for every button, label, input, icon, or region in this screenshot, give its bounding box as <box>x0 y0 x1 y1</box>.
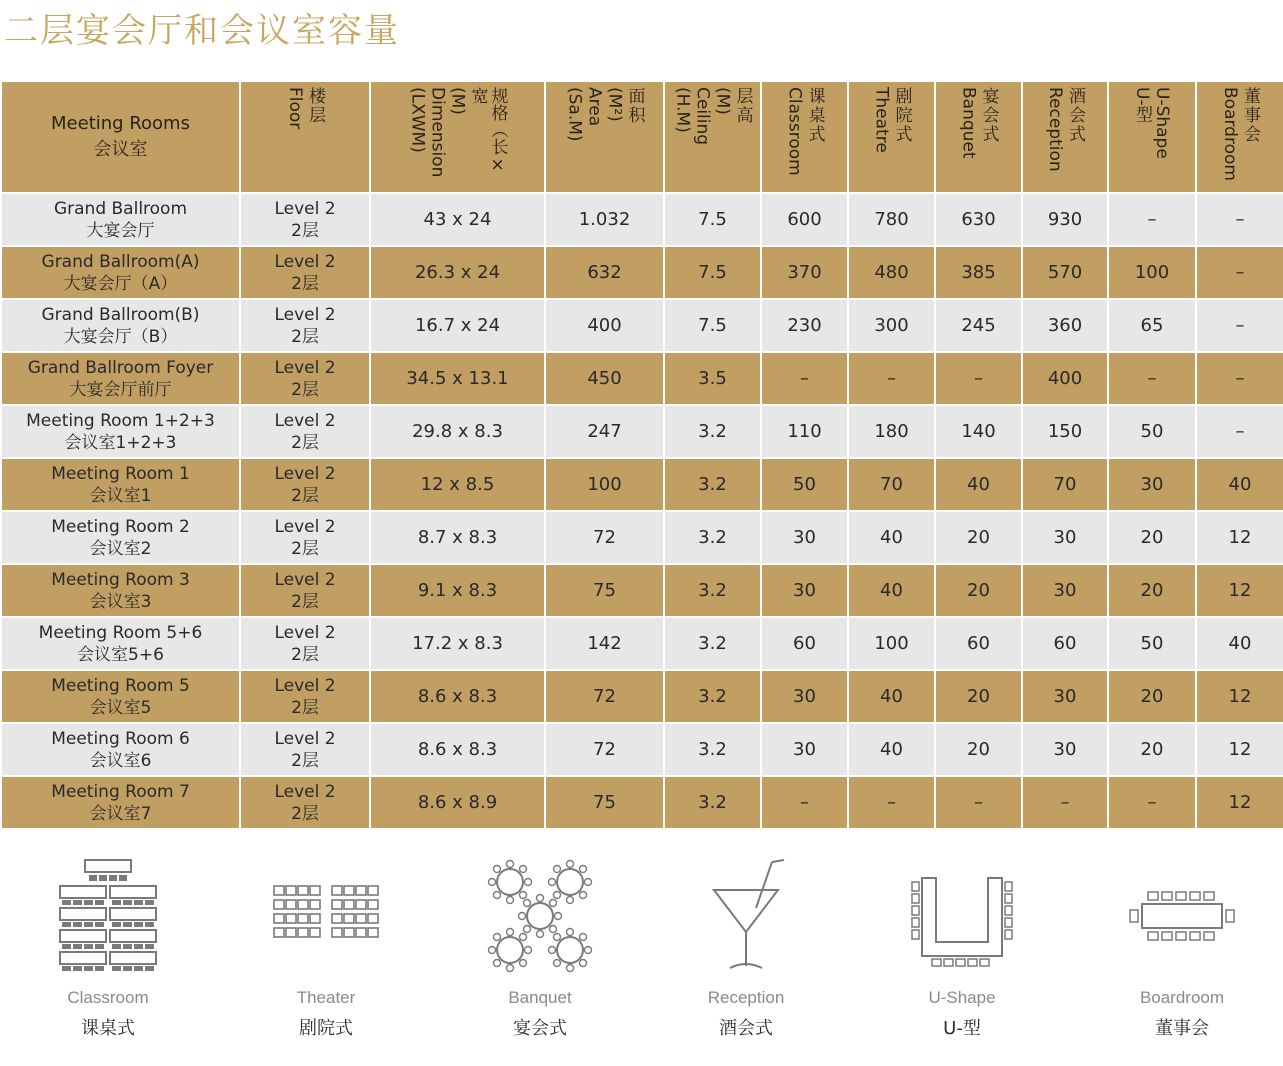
room-name-cn: 会议室1 <box>89 485 152 506</box>
banquet-cell: – <box>935 776 1022 829</box>
room-name-cell <box>1 776 240 829</box>
ushape-cell: 20 <box>1108 564 1196 617</box>
dimension-cell: 9.1 x 8.3 <box>370 564 545 617</box>
boardroom-cell: 12 <box>1196 670 1283 723</box>
banquet-cell: 20 <box>935 670 1022 723</box>
floor-en: Level 2 <box>274 198 336 219</box>
dimension-cell: 12 x 8.5 <box>370 458 545 511</box>
banquet-cell: 20 <box>935 511 1022 564</box>
floor-cell <box>240 564 370 617</box>
header-theatre-cn: 剧院式 <box>891 87 912 144</box>
header-ceiling-en: Ceiling (H.M) <box>672 87 713 146</box>
room-name-cell <box>1 511 240 564</box>
floor-en: Level 2 <box>274 569 336 590</box>
classroom-cell: 370 <box>761 246 848 299</box>
room-name-cell <box>1 564 240 617</box>
room-name-en: Meeting Room 7 <box>51 781 190 802</box>
boardroom-cell: – <box>1196 246 1283 299</box>
reception-cell: 60 <box>1022 617 1108 670</box>
floor-cn: 2层 <box>291 273 319 294</box>
floor-cn: 2层 <box>291 432 319 453</box>
banquet-cell: 385 <box>935 246 1022 299</box>
u-shape-icon <box>902 850 1022 980</box>
floor-cell <box>240 458 370 511</box>
table-row <box>1 405 1283 458</box>
dimension-cell: 16.7 x 24 <box>370 299 545 352</box>
floor-en: Level 2 <box>274 675 336 696</box>
boardroom-cell: 40 <box>1196 617 1283 670</box>
ceiling-cell: 7.5 <box>664 246 761 299</box>
ushape-cell: 100 <box>1108 246 1196 299</box>
layout-boardroom <box>1082 850 1282 1050</box>
ceiling-cell: 3.2 <box>664 617 761 670</box>
floor-en: Level 2 <box>274 304 336 325</box>
area-cell: 400 <box>545 299 664 352</box>
ceiling-cell: 7.5 <box>664 193 761 246</box>
layout-legend <box>0 850 1283 1050</box>
floor-cn: 2层 <box>291 803 319 824</box>
theatre-cell: 180 <box>848 405 935 458</box>
dimension-cell: 8.6 x 8.3 <box>370 723 545 776</box>
floor-en: Level 2 <box>274 410 336 431</box>
dimension-cell: 43 x 24 <box>370 193 545 246</box>
banquet-icon <box>480 850 600 980</box>
floor-cn: 2层 <box>291 326 319 347</box>
header-reception-cn: 酒会式 <box>1065 87 1085 144</box>
banquet-cell: 60 <box>935 617 1022 670</box>
room-name-cn: 会议室7 <box>89 803 152 824</box>
room-name-en: Meeting Room 3 <box>51 569 190 590</box>
header-classroom-en: Classroom <box>784 87 805 176</box>
header-ceiling-unit: (M) <box>712 87 733 115</box>
theatre-cell: 780 <box>848 193 935 246</box>
floor-cell <box>240 405 370 458</box>
reception-cell: 570 <box>1022 246 1108 299</box>
layout-reception <box>646 850 846 1050</box>
header-floor <box>240 81 370 193</box>
floor-en: Level 2 <box>274 251 336 272</box>
header-area-en: Area (Sa.M) <box>564 87 605 142</box>
reception-cell: 30 <box>1022 564 1108 617</box>
header-area-unit: (M²) <box>604 87 625 122</box>
header-dimension <box>370 81 545 193</box>
ushape-cell: 20 <box>1108 670 1196 723</box>
layout-reception-cn: 酒会式 <box>719 1018 773 1039</box>
ceiling-cell: 3.2 <box>664 776 761 829</box>
floor-cn: 2层 <box>291 644 319 665</box>
reception-cell: 30 <box>1022 511 1108 564</box>
table-row <box>1 352 1283 405</box>
header-boardroom <box>1196 81 1283 193</box>
reception-cell: 360 <box>1022 299 1108 352</box>
layout-boardroom-en: Boardroom <box>1139 988 1225 1007</box>
ushape-cell: – <box>1108 193 1196 246</box>
theatre-cell: 40 <box>848 564 935 617</box>
room-name-en: Meeting Room 1+2+3 <box>26 410 215 431</box>
floor-en: Level 2 <box>274 357 336 378</box>
boardroom-cell: – <box>1196 352 1283 405</box>
ushape-cell: – <box>1108 352 1196 405</box>
theatre-cell: – <box>848 352 935 405</box>
header-ushape-en: U-Shape <box>1152 87 1172 159</box>
layout-u-shape <box>862 850 1062 1050</box>
boardroom-cell: 12 <box>1196 776 1283 829</box>
theatre-cell: 100 <box>848 617 935 670</box>
room-name-cell <box>1 193 240 246</box>
room-name-en: Grand Ballroom(B) <box>41 304 200 325</box>
classroom-cell: 30 <box>761 511 848 564</box>
floor-en: Level 2 <box>274 781 336 802</box>
classroom-cell: 50 <box>761 458 848 511</box>
floor-en: Level 2 <box>274 728 336 749</box>
room-name-cell <box>1 723 240 776</box>
header-dimension-unit: (M) <box>447 87 468 115</box>
layout-u-shape-cn: U-型 <box>943 1018 981 1039</box>
theatre-cell: 480 <box>848 246 935 299</box>
floor-cn: 2层 <box>291 697 319 718</box>
reception-cell: 150 <box>1022 405 1108 458</box>
ushape-cell: 20 <box>1108 511 1196 564</box>
classroom-cell: – <box>761 352 848 405</box>
layout-classroom-en: Classroom <box>67 988 149 1007</box>
layout-banquet-cn: 宴会式 <box>513 1018 567 1039</box>
layout-banquet <box>440 850 640 1050</box>
room-name-cn: 会议室1+2+3 <box>64 432 177 453</box>
dimension-cell: 34.5 x 13.1 <box>370 352 545 405</box>
layout-reception-en: Reception <box>707 988 785 1007</box>
header-banquet <box>935 81 1022 193</box>
floor-en: Level 2 <box>274 516 336 537</box>
header-ushape-cn: U-型 <box>1132 87 1152 123</box>
header-theatre-en: Theatre <box>871 87 892 153</box>
layout-theater-en: Theater <box>296 988 356 1007</box>
floor-cn: 2层 <box>291 538 319 559</box>
reception-cell: – <box>1022 776 1108 829</box>
ceiling-cell: 3.2 <box>664 511 761 564</box>
theatre-cell: 40 <box>848 670 935 723</box>
room-name-en: Meeting Room 5 <box>51 675 190 696</box>
area-cell: 72 <box>545 670 664 723</box>
ushape-cell: 65 <box>1108 299 1196 352</box>
room-name-cn: 大宴会厅前厅 <box>69 379 172 400</box>
banquet-cell: 140 <box>935 405 1022 458</box>
boardroom-cell: – <box>1196 193 1283 246</box>
theatre-cell: – <box>848 776 935 829</box>
classroom-cell: 230 <box>761 299 848 352</box>
classroom-cell: 30 <box>761 723 848 776</box>
room-name-en: Meeting Room 5+6 <box>38 622 203 643</box>
floor-en: Level 2 <box>274 463 336 484</box>
room-name-en: Grand Ballroom(A) <box>41 251 200 272</box>
room-name-cn: 大宴会厅（B） <box>63 326 178 347</box>
header-classroom <box>761 81 848 193</box>
header-theatre <box>848 81 935 193</box>
area-cell: 1.032 <box>545 193 664 246</box>
floor-cn: 2层 <box>291 750 319 771</box>
theatre-cell: 70 <box>848 458 935 511</box>
ushape-cell: 50 <box>1108 617 1196 670</box>
header-dimension-en: Dimension (LXWM) <box>407 87 448 178</box>
floor-cn: 2层 <box>291 485 319 506</box>
header-floor-cn: 楼层 <box>305 87 325 125</box>
header-area <box>545 81 664 193</box>
classroom-cell: – <box>761 776 848 829</box>
ushape-cell: 20 <box>1108 723 1196 776</box>
classroom-cell: 60 <box>761 617 848 670</box>
header-reception <box>1022 81 1108 193</box>
floor-cell <box>240 511 370 564</box>
theatre-cell: 40 <box>848 511 935 564</box>
header-ceiling-cn: 层高 <box>732 87 753 125</box>
floor-cell <box>240 723 370 776</box>
dimension-cell: 8.7 x 8.3 <box>370 511 545 564</box>
header-boardroom-en: Boardroom <box>1220 87 1240 181</box>
boardroom-cell: 12 <box>1196 511 1283 564</box>
table-row <box>1 458 1283 511</box>
reception-icon <box>686 850 806 980</box>
reception-cell: 30 <box>1022 670 1108 723</box>
theater-icon <box>266 850 386 980</box>
table-row <box>1 723 1283 776</box>
room-name-cell <box>1 352 240 405</box>
floor-cn: 2层 <box>291 591 319 612</box>
header-ushape <box>1108 81 1196 193</box>
layout-classroom-cn: 课桌式 <box>81 1018 135 1039</box>
area-cell: 632 <box>545 246 664 299</box>
room-name-en: Meeting Room 2 <box>51 516 190 537</box>
header-dimension-cn: 规格（长×宽 <box>467 87 508 175</box>
room-name-en: Meeting Room 6 <box>51 728 190 749</box>
banquet-cell: 20 <box>935 564 1022 617</box>
room-name-cell <box>1 670 240 723</box>
area-cell: 72 <box>545 723 664 776</box>
room-name-en: Meeting Room 1 <box>51 463 190 484</box>
banquet-cell: 630 <box>935 193 1022 246</box>
area-cell: 100 <box>545 458 664 511</box>
table-row <box>1 617 1283 670</box>
ceiling-cell: 3.2 <box>664 458 761 511</box>
table-row <box>1 511 1283 564</box>
header-room-cn: 会议室 <box>93 139 148 160</box>
banquet-cell: – <box>935 352 1022 405</box>
header-area-cn: 面积 <box>624 87 645 125</box>
dimension-cell: 8.6 x 8.3 <box>370 670 545 723</box>
banquet-cell: 245 <box>935 299 1022 352</box>
floor-cell <box>240 617 370 670</box>
reception-cell: 930 <box>1022 193 1108 246</box>
table-row <box>1 776 1283 829</box>
header-room-en: Meeting Rooms <box>51 113 190 134</box>
layout-theater-cn: 剧院式 <box>299 1018 353 1039</box>
dimension-cell: 17.2 x 8.3 <box>370 617 545 670</box>
floor-cell <box>240 299 370 352</box>
layout-banquet-en: Banquet <box>508 988 572 1007</box>
floor-cn: 2层 <box>291 220 319 241</box>
boardroom-icon <box>1122 850 1242 980</box>
header-reception-en: Reception <box>1045 87 1065 172</box>
theatre-cell: 40 <box>848 723 935 776</box>
area-cell: 450 <box>545 352 664 405</box>
room-name-cn: 大宴会厅（A） <box>63 273 178 294</box>
room-name-cell <box>1 299 240 352</box>
layout-theater <box>226 850 426 1050</box>
ushape-cell: – <box>1108 776 1196 829</box>
floor-cell <box>240 193 370 246</box>
header-ceiling <box>664 81 761 193</box>
ceiling-cell: 3.2 <box>664 405 761 458</box>
room-name-cell <box>1 617 240 670</box>
ceiling-cell: 3.2 <box>664 564 761 617</box>
header-banquet-en: Banquet <box>958 87 979 159</box>
header-row <box>1 81 1283 193</box>
classroom-cell: 600 <box>761 193 848 246</box>
boardroom-cell: – <box>1196 405 1283 458</box>
banquet-cell: 20 <box>935 723 1022 776</box>
header-floor-en: Floor <box>285 87 305 130</box>
boardroom-cell: 12 <box>1196 564 1283 617</box>
room-name-cn: 会议室3 <box>89 591 152 612</box>
layout-classroom <box>8 850 208 1050</box>
room-name-cell <box>1 246 240 299</box>
floor-cell <box>240 246 370 299</box>
layout-u-shape-en: U-Shape <box>928 988 996 1007</box>
theatre-cell: 300 <box>848 299 935 352</box>
room-name-cell <box>1 458 240 511</box>
layout-boardroom-cn: 董事会 <box>1155 1018 1209 1039</box>
banquet-cell: 40 <box>935 458 1022 511</box>
ceiling-cell: 7.5 <box>664 299 761 352</box>
table-row <box>1 246 1283 299</box>
area-cell: 75 <box>545 564 664 617</box>
ceiling-cell: 3.5 <box>664 352 761 405</box>
classroom-icon <box>48 850 168 980</box>
reception-cell: 30 <box>1022 723 1108 776</box>
table-row <box>1 670 1283 723</box>
reception-cell: 70 <box>1022 458 1108 511</box>
header-banquet-cn: 宴会式 <box>978 87 999 144</box>
ushape-cell: 30 <box>1108 458 1196 511</box>
floor-cn: 2层 <box>291 379 319 400</box>
room-name-en: Grand Ballroom Foyer <box>27 357 214 378</box>
header-room <box>1 81 240 193</box>
header-classroom-cn: 课桌式 <box>804 87 825 144</box>
dimension-cell: 29.8 x 8.3 <box>370 405 545 458</box>
header-boardroom-cn: 董事会 <box>1240 87 1260 144</box>
room-name-cn: 会议室5 <box>89 697 152 718</box>
area-cell: 142 <box>545 617 664 670</box>
floor-cell <box>240 352 370 405</box>
dimension-cell: 26.3 x 24 <box>370 246 545 299</box>
room-name-cell <box>1 405 240 458</box>
classroom-cell: 30 <box>761 670 848 723</box>
ceiling-cell: 3.2 <box>664 670 761 723</box>
room-name-cn: 会议室5+6 <box>77 644 164 665</box>
room-name-cn: 会议室2 <box>89 538 152 559</box>
table-row <box>1 193 1283 246</box>
boardroom-cell: – <box>1196 299 1283 352</box>
boardroom-cell: 40 <box>1196 458 1283 511</box>
floor-cell <box>240 670 370 723</box>
table-row <box>1 299 1283 352</box>
dimension-cell: 8.6 x 8.9 <box>370 776 545 829</box>
room-name-en: Grand Ballroom <box>53 198 188 219</box>
capacity-table <box>0 80 1283 830</box>
area-cell: 247 <box>545 405 664 458</box>
floor-en: Level 2 <box>274 622 336 643</box>
table-row <box>1 564 1283 617</box>
classroom-cell: 110 <box>761 405 848 458</box>
room-name-cn: 会议室6 <box>89 750 152 771</box>
ushape-cell: 50 <box>1108 405 1196 458</box>
boardroom-cell: 12 <box>1196 723 1283 776</box>
reception-cell: 400 <box>1022 352 1108 405</box>
area-cell: 72 <box>545 511 664 564</box>
floor-cell <box>240 776 370 829</box>
ceiling-cell: 3.2 <box>664 723 761 776</box>
room-name-cn: 大宴会厅 <box>86 220 155 241</box>
area-cell: 75 <box>545 776 664 829</box>
page-title: 二层宴会厅和会议室容量 <box>4 11 400 51</box>
classroom-cell: 30 <box>761 564 848 617</box>
